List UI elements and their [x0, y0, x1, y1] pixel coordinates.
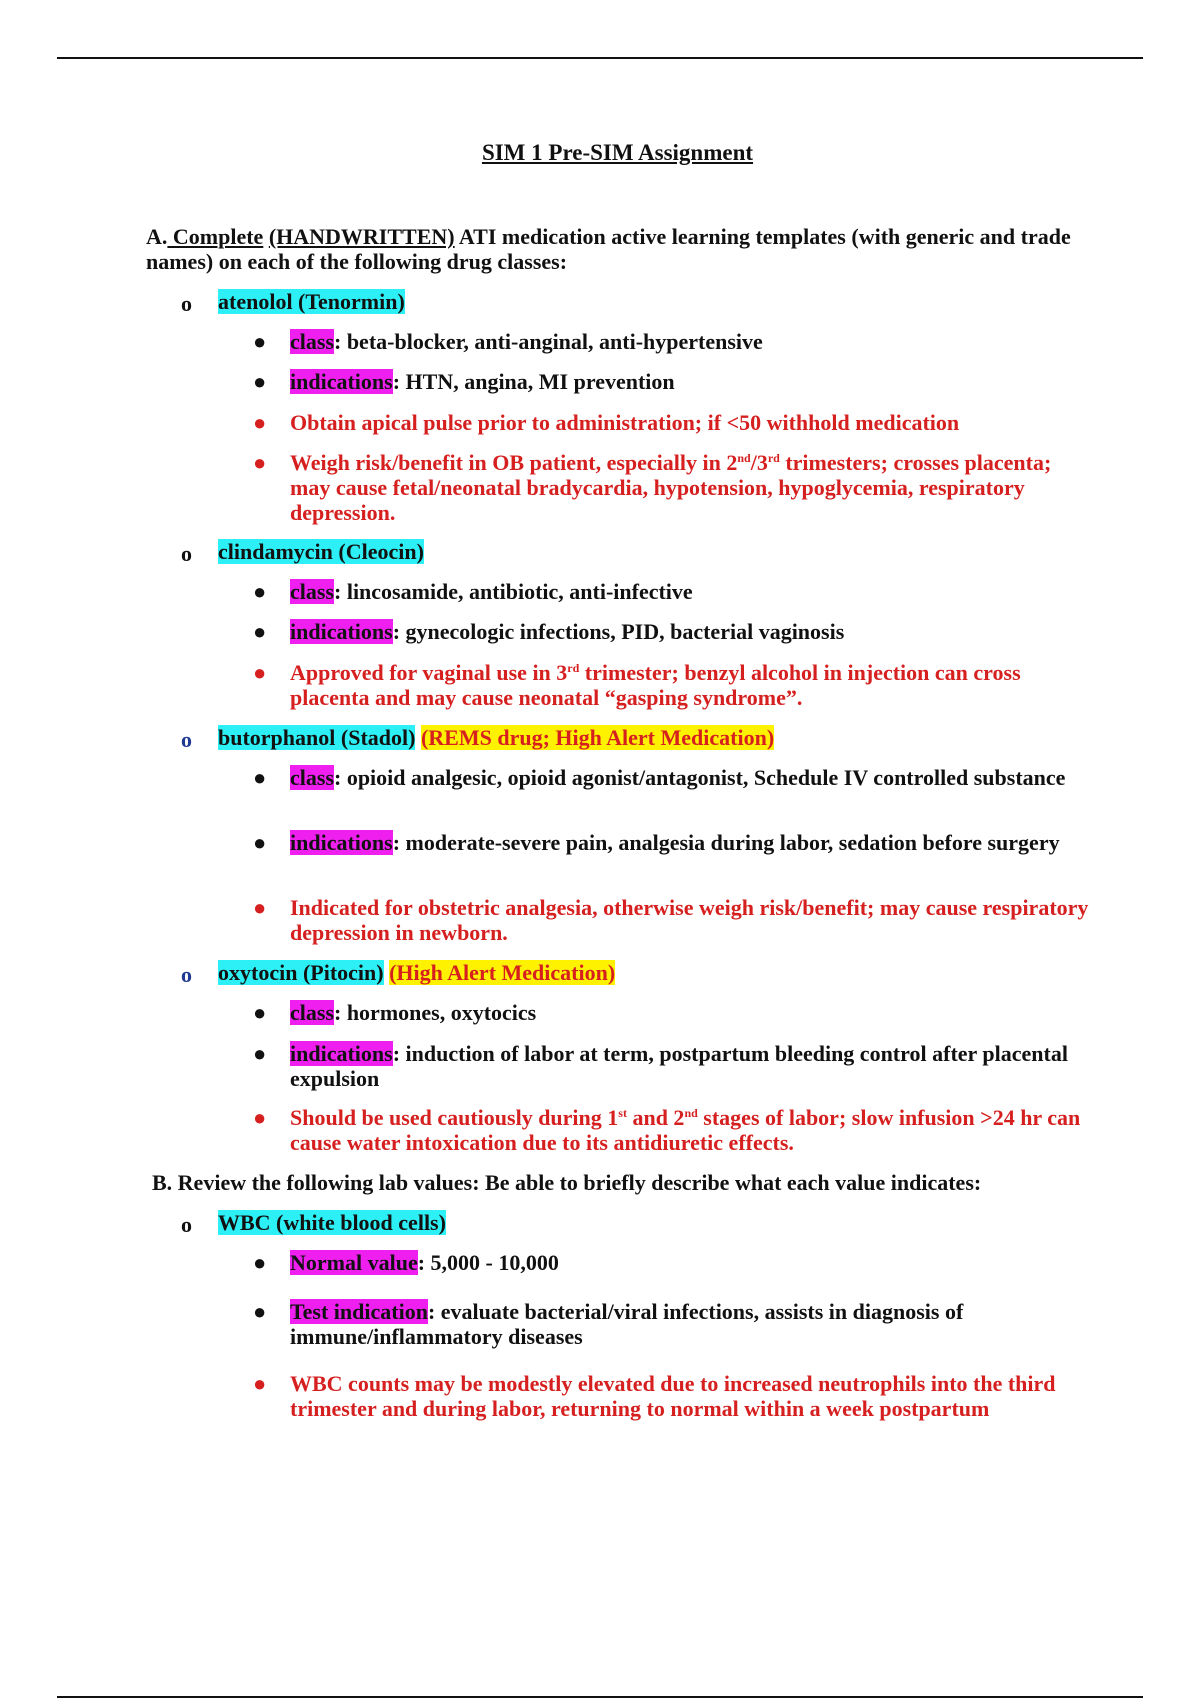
bullet-icon: ● [253, 619, 267, 644]
atenolol-note-2: ● Weigh risk/benefit in OB patient, especially in 2nd/3rd trimesters; crosses placenta; may cause fetal/neonatal bradycardia, hypotension, hypoglycemia, respiratory depression. [253, 450, 1052, 525]
section-a-heading: A. Complete (HANDWRITTEN) ATI medication active learning templates (with generic and trade names) on each of the following drug classes: [146, 224, 1071, 274]
bullet-icon: ● [253, 450, 267, 475]
hollow-bullet-icon: o [181, 291, 192, 316]
bullet-icon: ● [253, 1000, 267, 1025]
bullet-icon: ● [253, 830, 267, 855]
drug-butorphanol: o butorphanol (Stadol) (REMS drug; High Alert Medication) [181, 725, 775, 752]
bullet-icon: ● [253, 369, 267, 394]
hollow-bullet-icon: o [181, 727, 192, 752]
bullet-icon: ● [253, 1371, 267, 1396]
bottom-rule [57, 1696, 1143, 1698]
atenolol-class: ● class: beta-blocker, anti-anginal, anti-hypertensive [253, 329, 763, 354]
drug-clindamycin: o clindamycin (Cleocin) [181, 539, 424, 566]
page-title: SIM 1 Pre-SIM Assignment [481, 140, 754, 165]
bullet-icon: ● [253, 579, 267, 604]
atenolol-indications: ● indications: HTN, angina, MI prevention [253, 369, 675, 394]
hollow-bullet-icon: o [181, 962, 192, 987]
bullet-icon: ● [253, 895, 267, 920]
clindamycin-class: ● class: lincosamide, antibiotic, anti-infective [253, 579, 693, 604]
bullet-icon: ● [253, 410, 267, 435]
wbc-normal-value: ● Normal value: 5,000 - 10,000 [253, 1250, 559, 1275]
drug-atenolol: o atenolol (Tenormin) [181, 289, 405, 316]
bullet-icon: ● [253, 1299, 267, 1324]
wbc-note: ● WBC counts may be modestly elevated due to increased neutrophils into the third trimester and during labor, returning to normal within a week postpartum [253, 1371, 1056, 1421]
oxytocin-class: ● class: hormones, oxytocics [253, 1000, 537, 1025]
atenolol-note-1: ● Obtain apical pulse prior to administration; if <50 withhold medication [253, 410, 960, 435]
section-b-heading: B. Review the following lab values: Be able to briefly describe what each value indicates: [152, 1170, 982, 1195]
bullet-icon: ● [253, 329, 267, 354]
bullet-icon: ● [253, 1250, 267, 1275]
top-rule [57, 57, 1143, 59]
butorphanol-indications: ● indications: moderate-severe pain, analgesia during labor, sedation before surgery [253, 830, 1060, 855]
clindamycin-indications: ● indications: gynecologic infections, PID, bacterial vaginosis [253, 619, 845, 644]
lab-wbc: o WBC (white blood cells) [181, 1210, 446, 1237]
drug-oxytocin: o oxytocin (Pitocin) (High Alert Medication) [181, 960, 616, 987]
bullet-icon: ● [253, 1041, 267, 1066]
bullet-icon: ● [253, 765, 267, 790]
oxytocin-indications: ● indications: induction of labor at term, postpartum bleeding control after placental expulsion [253, 1041, 1068, 1091]
clindamycin-note: ● Approved for vaginal use in 3rd trimester; benzyl alcohol in injection can cross placenta and may cause neonatal “gasping syndrome”. [253, 660, 1021, 710]
hollow-bullet-icon: o [181, 541, 192, 566]
wbc-test-indication: ● Test indication: evaluate bacterial/viral infections, assists in diagnosis of immune/inflammatory diseases [253, 1299, 964, 1349]
butorphanol-note: ● Indicated for obstetric analgesia, otherwise weigh risk/benefit; may cause respiratory depression in newborn. [253, 895, 1089, 945]
butorphanol-class: ● class: opioid analgesic, opioid agonist/antagonist, Schedule IV controlled substance [253, 765, 1066, 790]
oxytocin-note: ● Should be used cautiously during 1st and 2nd stages of labor; slow infusion >24 hr can cause water intoxication due to its antidiuretic effects. [253, 1105, 1081, 1155]
bullet-icon: ● [253, 660, 267, 685]
hollow-bullet-icon: o [181, 1212, 192, 1237]
bullet-icon: ● [253, 1105, 267, 1130]
